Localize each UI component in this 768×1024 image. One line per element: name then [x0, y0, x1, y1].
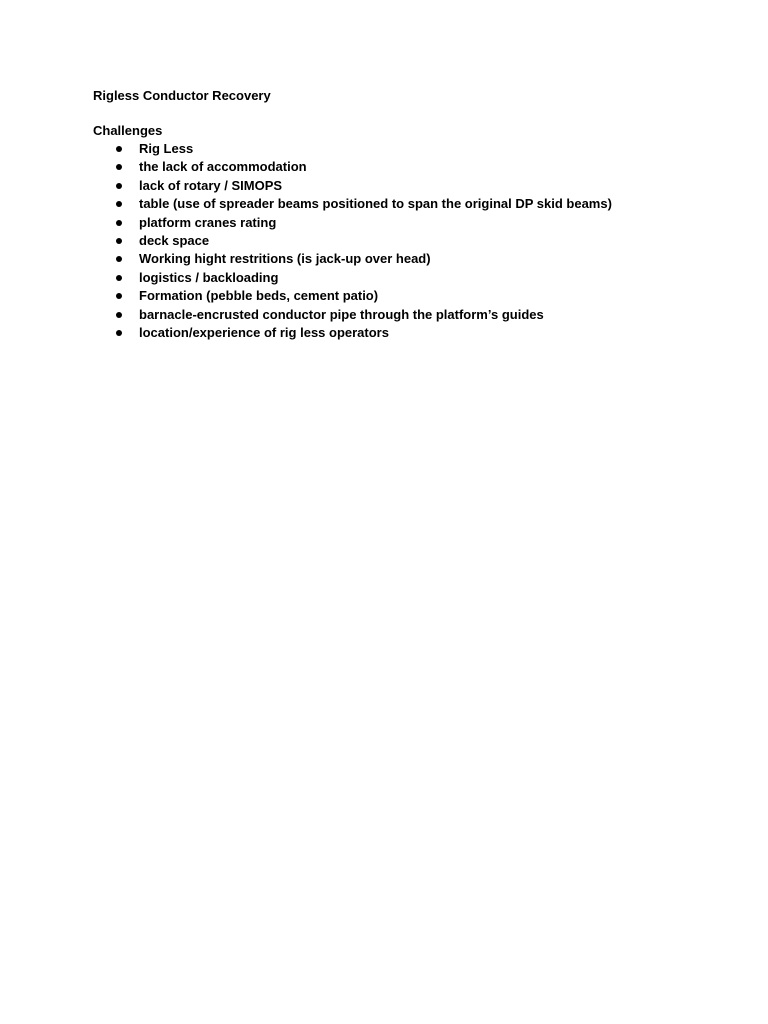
document-title: Rigless Conductor Recovery [93, 88, 271, 103]
list-item-text: logistics / backloading [139, 269, 279, 285]
bullet-icon [116, 183, 122, 189]
list-item-text: location/experience of rig less operators [139, 324, 389, 340]
bullet-icon [116, 201, 122, 207]
bullet-icon [116, 146, 122, 152]
list-item-text: the lack of accommodation [139, 159, 307, 175]
bullet-icon [116, 256, 122, 262]
list-item-text: barnacle-encrusted conductor pipe through the platform’s guides [139, 306, 544, 322]
list-item-text: deck space [139, 232, 210, 248]
bullet-icon [116, 330, 122, 336]
bullet-icon [116, 312, 122, 318]
section-heading-challenges: Challenges [93, 123, 163, 138]
bullet-icon [116, 293, 122, 299]
bullet-icon [116, 238, 122, 244]
list-item-text: Working hight restritions (is jack-up over head) [139, 251, 431, 267]
bullet-icon [116, 220, 122, 226]
list-item-text: lack of rotary / SIMOPS [139, 177, 283, 193]
bullet-icon [116, 275, 122, 281]
list-item-text: table (use of spreader beams positioned to span the original DP skid beams) [139, 196, 612, 212]
list-item-text: platform cranes rating [139, 214, 277, 230]
list-item-text: Rig Less [139, 141, 194, 156]
list-item-text: Formation (pebble beds, cement patio) [139, 288, 379, 304]
bullet-icon [116, 164, 122, 170]
